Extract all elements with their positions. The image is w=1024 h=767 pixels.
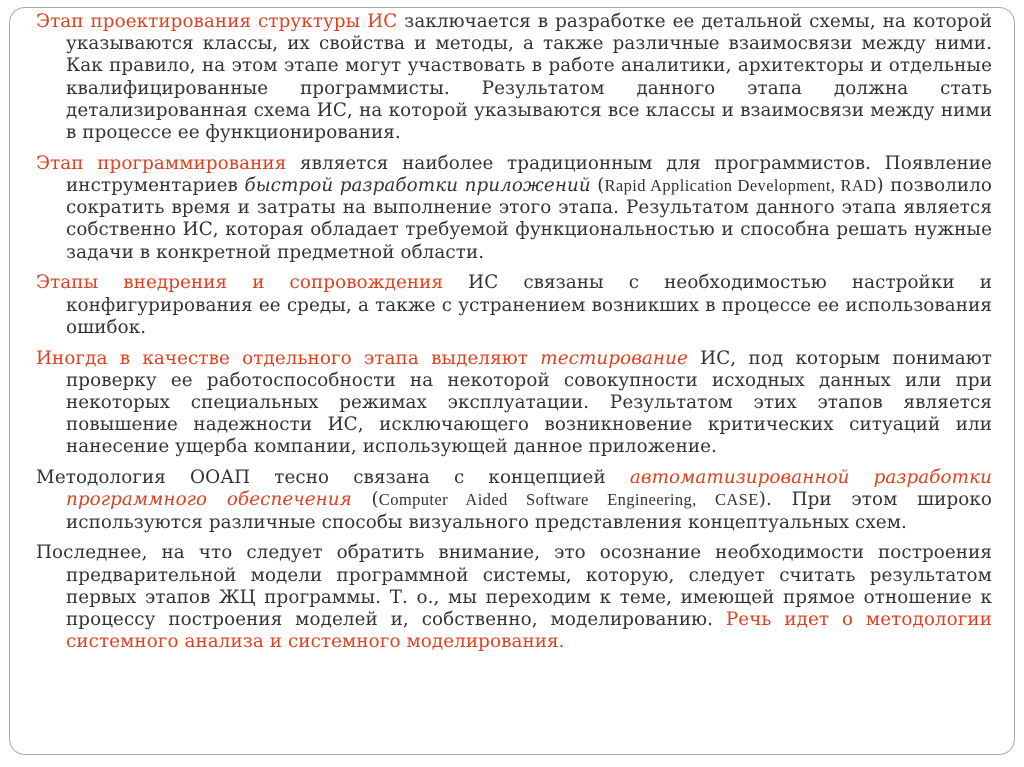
text-run: Иногда в качестве отдельного этапа выделяют bbox=[36, 347, 541, 369]
text-run: Этап проектирования структуры ИС bbox=[36, 11, 398, 32]
text-run: ). При этом широко используются различные способы визуального представления концептуальных схем. bbox=[66, 489, 993, 533]
text-run: ( bbox=[590, 175, 605, 197]
text-run: ИС связаны с необходимостью настройки и конфигурирования ее среды, а также с устранением возникших в процессе ее использования ошибок. bbox=[66, 272, 992, 338]
paragraph-modeling-conclusion bbox=[36, 542, 992, 653]
text-run: ИС, под которым понимают проверку ее работоспособности на некоторой совокупности исходных данных или при некоторых специальных режимах эксплуатации. Результатом этих этапов является повышение надежности ИС, исключающего возникновение критических ситуаций или нанесение ущерба компании, использующей данное приложение. bbox=[66, 347, 992, 458]
text-run: тестирование bbox=[540, 347, 688, 369]
text-run: ( bbox=[351, 489, 379, 511]
paragraph-deployment-stage bbox=[36, 272, 992, 339]
text-run: Речь идет о методологии системного анализа и системного моделирования. bbox=[66, 609, 992, 653]
text-run: Последнее, на что следует обратить внимание, это осознание необходимости построения предварительной модели программной системы, которую, следует считать результатом первых этапов ЖЦ программы. Т. о., мы переходим к теме, имеющей прямое отношение к процессу построения моделей и, собственно, моделированию. bbox=[36, 542, 992, 631]
paragraph-design-stage bbox=[36, 11, 992, 144]
text-run: Computer Aided Software Engineering, CASE bbox=[378, 490, 759, 510]
text-body bbox=[36, 11, 992, 662]
text-run: Этапы внедрения и сопровождения bbox=[36, 272, 444, 294]
text-run: ) позволило сократить время и затраты на выполнение этого этапа. Результатом данного этапа является собственно ИС, которая обладает требуемой функциональностью и способна решать нужные задачи в конкретной предметной области. bbox=[66, 175, 993, 263]
paragraph-testing-stage bbox=[36, 348, 992, 459]
text-run: Методология ООАП тесно связана с концепцией bbox=[36, 467, 630, 489]
text-run: Rapid Application Development, RAD bbox=[604, 176, 877, 196]
paragraph-programming-stage bbox=[36, 153, 992, 264]
text-run: быстрой разработки приложений bbox=[244, 175, 591, 197]
text-run: является наиболее традиционным для программистов. Появление инструментариев bbox=[66, 152, 992, 197]
text-run: заключается в разработке ее детальной схемы, на которой указываются классы, их свойства и методы, а также различные взаимосвязи между ними. Как правило, на этом этапе могут участвовать в работе аналитики, архитекторы и отдельные квалифицированные программисты. Результатом данного этапа должна стать детализированная схема ИС, на которой указываются все классы и взаимосвязи между ними в процессе ее функционирования. bbox=[66, 11, 992, 144]
paragraph-case-methodology bbox=[36, 467, 992, 534]
text-run: автоматизированной разработки программного обеспечения bbox=[66, 467, 992, 511]
text-run: Этап программирования bbox=[36, 152, 287, 174]
